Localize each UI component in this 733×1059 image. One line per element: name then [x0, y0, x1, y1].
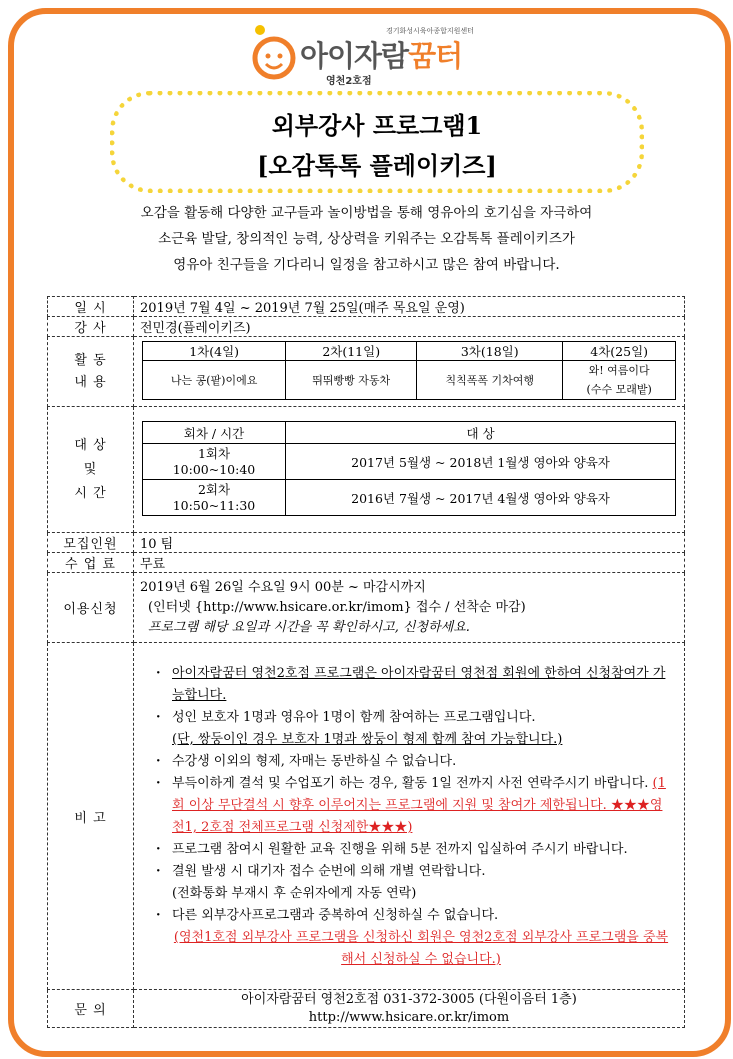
activity-item-line: (수수 모래밭) — [586, 383, 652, 396]
notes-cell — [134, 643, 685, 990]
session-round: 1회차 — [197, 445, 231, 461]
apply-reminder: 프로그램 해당 요일과 시간을 꼭 확인하시고, 신청하세요. — [148, 619, 470, 635]
contact-cell — [134, 990, 685, 1028]
logo-branch: 영천2호점 — [326, 76, 372, 87]
session-time-range: 10:00~10:40 — [172, 461, 256, 477]
row-recruit — [48, 533, 685, 553]
recruit-label: 모집인원 — [48, 533, 134, 553]
recruit-value: 10 팀 — [134, 533, 685, 553]
activity-table — [142, 341, 676, 400]
session-target: 2016년 7월생 ~ 2017년 4월생 영아와 양육자 — [286, 480, 676, 516]
note-warning: (영천1호점 외부강사 프로그램을 신청하신 회원은 영천2호점 외부강사 프로그램을 중복해서 신청하실 수 없습니다.) — [173, 930, 669, 967]
fee-label: 수 업 료 — [48, 553, 134, 573]
contact-phone: 아이자람꿈터 영천2호점 031-372-3005 (다원이음터 1층) — [241, 991, 577, 1007]
contact-url[interactable]: http://www.hsicare.or.kr/imom — [308, 1009, 510, 1025]
activity-item — [563, 361, 676, 400]
activity-item-line: 와! 여름이다 — [588, 364, 650, 377]
session-time — [143, 480, 286, 516]
row-fee — [48, 553, 685, 573]
title-box — [110, 91, 644, 193]
row-apply — [48, 573, 685, 643]
note-text: 부득이하게 결석 및 수업포기 하는 경우, 활동 1일 전까지 사전 연락주시기 바랍니다. — [172, 776, 649, 791]
session-round: 2회차 — [197, 481, 231, 497]
target-label-line: 대 상 — [74, 437, 107, 453]
logo-wordmark — [300, 34, 462, 75]
activity-header: 2차(11일) — [286, 342, 417, 361]
session-target: 2017년 5월생 ~ 2018년 1월생 영아와 양육자 — [286, 444, 676, 480]
note-item — [148, 663, 670, 707]
logo-name-part2: 꿈터 — [408, 39, 463, 73]
row-notes — [48, 643, 685, 990]
session-time — [143, 444, 286, 480]
page-subtitle: [오감톡톡 플레이키즈] — [257, 151, 497, 180]
notes-label: 비 고 — [48, 643, 134, 990]
apply-method: (인터넷 {http://www.hsicare.or.kr/imom} 접수 / 선착순 마감) — [148, 599, 526, 615]
target-label — [48, 407, 134, 533]
session-time-range: 10:50~11:30 — [172, 497, 256, 513]
activity-header: 1차(4일) — [143, 342, 286, 361]
activity-item: 칙칙폭폭 기차여행 — [417, 361, 563, 400]
fee-value: 무료 — [134, 553, 685, 573]
intro-text — [40, 200, 693, 278]
target-label-line: 시 간 — [74, 485, 107, 501]
row-target — [48, 407, 685, 533]
note-text: 아이자람꿈터 영천2호점 프로그램은 아이자람꿈터 영천점 회원에 한하여 신청참여가 가능합니다. — [172, 666, 666, 703]
date-value: 2019년 7월 4일 ~ 2019년 7월 25일(매주 목요일 운영) — [134, 297, 685, 317]
logo-org-name: 경기화성시육아종합지원센터 — [386, 27, 474, 35]
intro-line: 영유아 친구들을 기다리니 일정을 참고하시고 많은 참여 바랍니다. — [173, 257, 560, 273]
note-item — [148, 839, 670, 861]
apply-period: 2019년 6월 26일 수요일 9시 00분 ~ 마감시까지 — [140, 579, 426, 595]
row-contact — [48, 990, 685, 1028]
note-item — [148, 861, 670, 905]
contact-label: 문 의 — [48, 990, 134, 1028]
row-date — [48, 297, 685, 317]
apply-cell — [134, 573, 685, 643]
target-cell — [134, 407, 685, 533]
teacher-value: 전민경(플레이키즈) — [134, 317, 685, 337]
note-text: (단, 쌍둥이인 경우 보호자 1명과 쌍둥이 형제 함께 참여 가능합니다.) — [172, 732, 563, 747]
activity-cell — [134, 337, 685, 407]
intro-line: 소근육 발달, 창의적인 능력, 상상력을 키워주는 오감톡톡 플레이키즈가 — [158, 231, 575, 247]
note-item — [148, 773, 670, 839]
page-title: 외부강사 프로그램1 — [271, 111, 483, 140]
activity-item: 나는 콩(팥)이에요 — [143, 361, 286, 400]
activity-label-line: 활 동 — [74, 352, 107, 368]
note-text: (전화통화 부재시 후 순위자에게 자동 연락) — [172, 886, 417, 901]
note-text: 프로그램 참여시 원활한 교육 진행을 위해 5분 전까지 입실하여 주시기 바랍니다. — [172, 842, 628, 857]
note-item — [148, 905, 670, 971]
note-item — [148, 751, 670, 773]
row-activity — [48, 337, 685, 407]
note-text: 수강생 이외의 형제, 자매는 동반하실 수 없습니다. — [172, 754, 457, 769]
logo-name-part1: 아이자람 — [300, 39, 409, 73]
note-warning: (1회 이상 무단결석 시 향후 이루어지는 프로그램에 지원 및 참여가 제한됩니다. ★★★영천1, 2호점 전체프로그램 신청제한★★★) — [172, 776, 666, 835]
apply-label: 이용신청 — [48, 573, 134, 643]
target-table — [142, 421, 676, 516]
intro-line: 오감을 활동해 다양한 교구들과 놀이방법을 통해 영유아의 호기심을 자극하여 — [140, 205, 593, 221]
note-item — [148, 707, 670, 751]
child-face-icon — [250, 22, 300, 84]
date-label: 일 시 — [48, 297, 134, 317]
activity-item: 뛰뛰빵빵 자동차 — [286, 361, 417, 400]
target-header: 대 상 — [286, 422, 676, 444]
notes-list — [148, 663, 670, 971]
logo — [250, 22, 500, 88]
activity-header: 4차(25일) — [563, 342, 676, 361]
activity-label — [48, 337, 134, 407]
note-text: 다른 외부강사프로그램과 중복하여 신청하실 수 없습니다. — [172, 908, 499, 923]
teacher-label: 강 사 — [48, 317, 134, 337]
row-teacher — [48, 317, 685, 337]
target-header: 회차 / 시간 — [143, 422, 286, 444]
target-label-line: 및 — [83, 461, 98, 477]
info-table — [47, 296, 685, 1028]
note-text: 성인 보호자 1명과 영유아 1명이 함께 참여하는 프로그램입니다. — [172, 710, 536, 725]
note-text: 결원 발생 시 대기자 접수 순번에 의해 개별 연락합니다. — [172, 864, 486, 879]
activity-header: 3차(18일) — [417, 342, 563, 361]
activity-label-line: 내 용 — [74, 374, 107, 390]
